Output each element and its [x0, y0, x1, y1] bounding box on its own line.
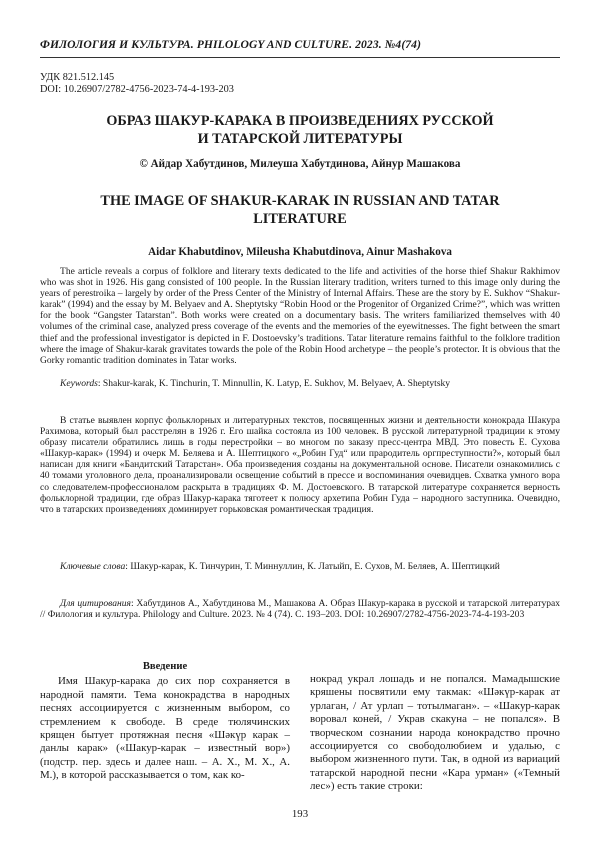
keywords-en-label: Keywords [60, 378, 98, 389]
page-number: 193 [291, 808, 309, 820]
abstract-ru [40, 415, 560, 515]
article-meta [40, 72, 234, 96]
authors-ru: © Айдар Хабутдинов, Милеуша Хабутдинова, Айнур Машакова [139, 158, 461, 170]
citation-block [40, 598, 560, 620]
section-heading-introduction: Введение [142, 661, 188, 672]
authors-en: Aidar Khabutdinov, Mileusha Khabutdinova, Ainur Mashakova [148, 246, 452, 258]
body-column-right [310, 673, 560, 794]
title-ru-line-1: ОБРАЗ ШАКУР-КАРАКА В ПРОИЗВЕДЕНИЯХ РУССКОЙ [106, 113, 494, 129]
keywords-ru-text: : Шакур-карак, К. Тинчурин, Т. Миннуллин, К. Латыйп, Е. Сухов, М. Беляев, А. Шептицкий [125, 561, 500, 572]
title-ru [40, 113, 560, 148]
body-column-left [40, 660, 290, 783]
title-en-line-2: LITERATURE [253, 210, 347, 227]
keywords-en [40, 378, 560, 389]
citation-text: : Хабутдинов А., Хабутдинова М., Машакова А. Образ Шакур-карака в русской и татарской литератураx // Филология и культура. Philology and Culture. 2023. № 4 (74). С. 193–203. DOI: 10.26907/2782-4756-2023-74-4-193-203 [40, 598, 561, 621]
doi: DOI: 10.26907/2782-4756-2023-74-4-193-203 [40, 84, 234, 95]
abstract-en [40, 266, 560, 366]
udk-code: УДК 821.512.145 [40, 72, 115, 83]
header-rule [40, 57, 560, 58]
keywords-ru-label: Ключевые слова [60, 561, 126, 572]
abstract-ru-text: В статье выявлен корпус фольклорных и литературных текстов, посвященных жизни и деятельности конокрада Шакура Рахимова, который был расстрелян в 1926 г. Его шайка состояла из 100 человек. В русской литературной традиции к этому образу писатели обратились лишь в годы перестройки – во многом по заказу пресс-центра МВД. Это повесть Е. Сухова «Шакур-карак» (1994) и очерк М. Беляева и А. Шептицкого «„Робин Гуд“ или прародитель оргпреступности?», который был написан для книги «Бандитский Татарстан». Оба произведения созданы на документальной основе. Писатели ознакомились с 40 томами уголовного дела, проанализировали освещение событий в прессе и воспоминания очевидцев. Схватка умного вора со следователем-профессионалом раскрыта в традициях Ф. М. Достоевского. В татарской литературе сохраняется верность фольклорной традиции, где образ Шакур-карака тяготеет к полюсу архетипа Робин Гуда – народного заступника. Очевидно, что в татарских произведениях доминирует горьковская романтическая традиция. [40, 415, 560, 515]
title-ru-line-2: И ТАТАРСКОЙ ЛИТЕРАТУРЫ [197, 130, 403, 147]
body-paragraph: нокрад украл лошадь и не попался. Мамадышские кряшены посвятили ему такмак: «Шәкүр-карак ат урлаган, / Ат урлап – тотылмаган». – «Шакур-карак воровал коней, / Украв скакуна – не попался». В творческом сознании народа конокрадство прочно ассоциируется со свободолюбием и удалью, с выбором жизненного пути. Так, в одной из вариаций татарской народной песни «Кара урман» («Темный лес») есть такие строки: [310, 673, 560, 793]
keywords-ru [40, 561, 560, 572]
keywords-en-text: : Shakur-karak, K. Tinchurin, T. Minnullin, K. Latyp, E. Sukhov, M. Belyaev, A. Sheptytsky [97, 378, 451, 389]
abstract-en-text: The article reveals a corpus of folklore and literary texts dedicated to the life and activities of the horse thief Shakur Rakhimov who was shot in 1926. His gang consisted of 100 people. In the Russian literary tradition, writers turned to this image only during the years of perestroika – largely by order of the Press Center of the Ministry of Internal Affairs. These are the story by E. Sukhov “Shakur-karak” (1994) and the essay by M. Belyaev and A. Sheptytsky “Robin Hood or the Progenitor of Organized Crime?”, which was written for the book “Gangster Tatarstan”. Both works were created on a documentary basis. The writers familiarized themselves with 40 volumes of the criminal case, analyzed press coverage of the events and the memories of the eyewitnesses. The fight between the smart thief and the professional investigator is depicted in F. Dostoevsky’s traditions. Tatar literature remains faithful to the folklore tradition where the image of Shakur-karak gravitates towards the pole of the Robin Hood archetype – the people’s protector. It is obvious that the Gorky romantic tradition dominates in Tatar works. [40, 266, 561, 366]
title-en [40, 193, 560, 228]
citation-label: Для цитирования [60, 598, 131, 609]
title-en-line-1: THE IMAGE OF SHAKUR-KARAK IN RUSSIAN AND TATAR [100, 193, 500, 209]
body-paragraph: Имя Шакур-карака до сих пор сохраняется в народной памяти. Тема конокрадства в народных песнях ассоциируется с жизненным выбором, со стремлением к свободе. В среде тюлячинских крящен бытует протяжная песня «Шәкүр карак – данлы карак» («Шакур-карак – известный вор») (подстр. пер. здесь и далее наш. – А. Х., М. Х., А. М.), в которой рассказывается о том, как ко- [40, 675, 290, 782]
running-head: ФИЛОЛОГИЯ И КУЛЬТУРА. PHILOLOGY AND CULTURE. 2023. №4(74) [40, 38, 422, 51]
